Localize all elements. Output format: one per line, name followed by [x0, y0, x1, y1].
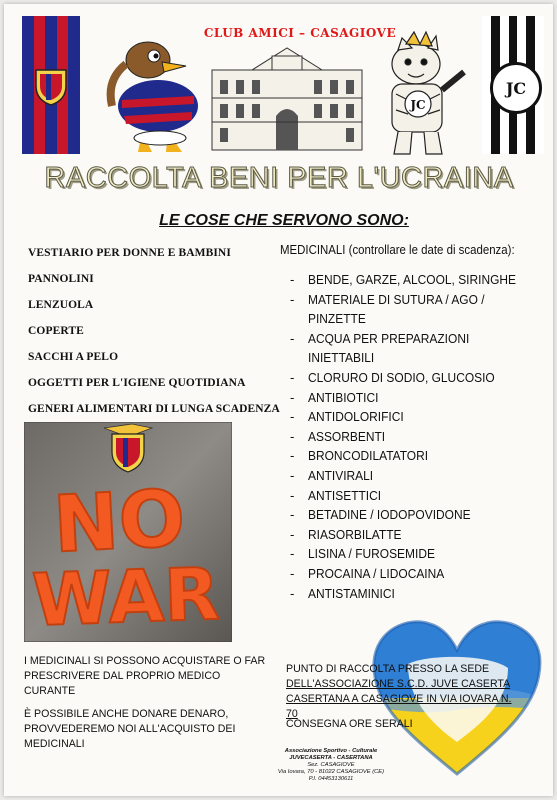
- no-war-line2: WAR: [30, 551, 221, 642]
- stamp-line: Sez. CASAGIOVE: [307, 762, 355, 768]
- list-item: - CLORURO DI SODIO, GLUCOSIO: [290, 369, 495, 385]
- list-item: PANNOLINI: [28, 273, 94, 285]
- association-stamp: [266, 748, 396, 783]
- no-war-line1: NO: [51, 473, 188, 571]
- pickup-line: PUNTO DI RACCOLTA PRESSO LA SEDE: [286, 663, 490, 675]
- pickup-line: CASERTANA A CASAGIOVE IN VIA IOVARA N. 70: [286, 693, 512, 720]
- header-illustration: [102, 20, 472, 160]
- stamp-line: Via Iovara, 70 - 81022 CASAGIOVE (CE): [277, 769, 385, 775]
- info-medicine: I MEDICINALI SI POSSONO ACQUISTARE O FAR PRESCRIVERE DAL PROPRIO MEDICO CURANTE: [24, 655, 266, 697]
- flyer-page: [4, 4, 553, 796]
- stamp-line: JUVECASERTA - CASERTANA: [289, 755, 373, 761]
- pickup-point: [286, 662, 526, 722]
- list-item: OGGETTI PER L'IGIENE QUOTIDIANA: [28, 377, 246, 389]
- list-item: - BETADINE / IODOPOVIDONE: [290, 507, 471, 523]
- delivery-hours: CONSEGNA ORE SERALI: [286, 718, 413, 730]
- list-item: VESTIARIO PER DONNE E BAMBINI: [28, 247, 231, 259]
- stamp-line: P.I. 04453130611: [308, 776, 354, 782]
- list-item: - BENDE, GARZE, ALCOOL, SIRINGHE: [290, 272, 517, 287]
- list-item: - RIASORBILATTE: [290, 526, 402, 542]
- tiger-mascot-icon: [392, 32, 464, 154]
- no-war-graphic: [24, 422, 232, 642]
- needs-subtitle: LE COSE CHE SERVONO SONO:: [159, 212, 409, 229]
- list-item: - BRONCODILATATORI: [290, 448, 429, 464]
- list-item: - ANTISTAMINICI: [290, 585, 395, 601]
- list-item: GENERI ALIMENTARI DI LUNGA SCADENZA: [28, 403, 280, 415]
- casertana-crest-icon: [34, 66, 68, 106]
- eagle-mascot-icon: [111, 42, 198, 152]
- club-title: CLUB AMICI – CASAGIOVE: [203, 26, 397, 40]
- main-title: RACCOLTA BENI PER L'UCRAINA: [44, 162, 514, 194]
- list-item: - LISINA / FUROSEMIDE: [290, 546, 435, 562]
- list-item: SACCHI A PELO: [28, 351, 119, 363]
- list-item: - MATERIALE DI SUTURA / AGO /: [290, 291, 485, 307]
- goods-list: [28, 240, 280, 422]
- list-item: - ANTIDOLORIFICI: [290, 409, 404, 425]
- jc-logo: JC: [490, 62, 542, 114]
- list-item: PINZETTE: [308, 311, 366, 327]
- list-item: - ACQUA PER PREPARAZIONI: [290, 330, 470, 346]
- list-item: - ASSORBENTI: [290, 428, 386, 444]
- list-item: LENZUOLA: [28, 299, 94, 311]
- reggia-palace-icon: [212, 48, 362, 150]
- list-item: - ANTIVIRALI: [290, 467, 374, 483]
- svg-text:JC: JC: [410, 98, 426, 112]
- medicinals-list: [290, 270, 550, 603]
- list-item: - ANTIBIOTICI: [290, 389, 379, 405]
- list-item: - ANTISETTICI: [290, 487, 382, 503]
- info-donation: È POSSIBILE ANCHE DONARE DENARO, PROVVEDEREMO NOI ALL'ACQUISTO DEI MEDICINALI: [24, 708, 236, 750]
- stamp-line: Associazione Sportivo - Culturale: [284, 748, 378, 754]
- list-item: COPERTE: [28, 325, 84, 337]
- list-item: - PROCAINA / LIDOCAINA: [290, 565, 445, 581]
- pickup-line: DELL'ASSOCIAZIONE S.C.D. JUVE CASERTA: [286, 678, 511, 690]
- list-item: INIETTABILI: [308, 350, 375, 366]
- medicinals-header: MEDICINALI (controllare le date di scadenza):: [280, 242, 515, 257]
